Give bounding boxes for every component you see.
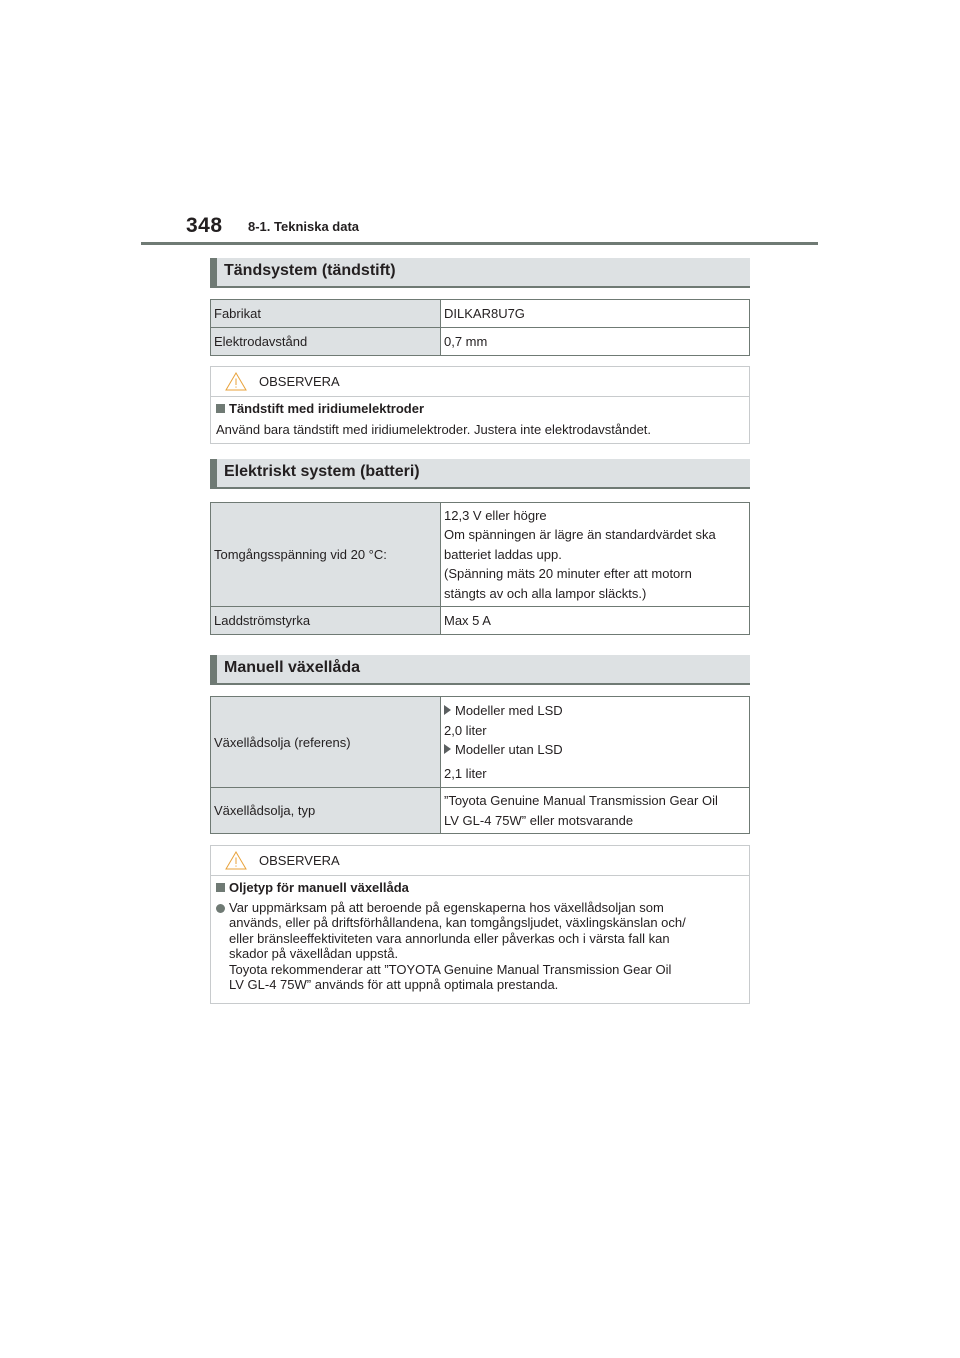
caution-note <box>210 845 750 1004</box>
table-key: Tomgångsspänning vid 20 °C: <box>211 503 441 607</box>
note-heading: Oljetyp för manuell växellåda <box>229 880 409 895</box>
table-value: Max 5 A <box>441 607 750 635</box>
value-line: LV GL-4 75W” eller motsvarande <box>444 812 634 828</box>
electrical-table <box>210 502 750 635</box>
table-row <box>211 697 750 788</box>
model-value: 2,0 liter <box>444 722 487 738</box>
value-line: stängts av och alla lampor släckts.) <box>444 585 647 601</box>
arrow-right-icon <box>444 705 451 715</box>
table-key: Växellådsolja (referens) <box>211 697 441 788</box>
section-label: 8-1. Tekniska data <box>248 219 360 234</box>
manual-title: Manuell växellåda <box>224 659 361 676</box>
ignition-section-heading <box>210 258 750 288</box>
table-value: DILKAR8U7G <box>441 300 750 328</box>
note-label: OBSERVERA <box>259 374 340 389</box>
value-line: ”Toyota Genuine Manual Transmission Gear Oil <box>444 793 718 808</box>
note-text: Använd bara tändstift med iridiumelektroder. Justera inte elektrodavståndet. <box>216 421 652 437</box>
ignition-title: Tändsystem (tändstift) <box>224 262 396 279</box>
header-rule <box>141 242 818 245</box>
warning-triangle-icon <box>225 372 247 391</box>
note-label: OBSERVERA <box>259 853 340 868</box>
table-key: Laddströmstyrka <box>211 607 441 635</box>
electrical-section-heading <box>210 459 750 489</box>
table-row <box>211 328 750 356</box>
table-row <box>211 607 750 635</box>
note-text <box>229 900 743 993</box>
model-label: Modeller med LSD <box>455 703 563 718</box>
manual-table <box>210 696 750 834</box>
note-line: eller bränsleeffektiviteten vara annorlunda eller påverkas och i värsta fall kan <box>229 930 670 946</box>
value-line: Om spänningen är lägre än standardvärdet ska <box>444 527 716 543</box>
electrical-title: Elektriskt system (batteri) <box>224 463 420 480</box>
note-heading: Tändstift med iridiumelektroder <box>229 401 425 416</box>
table-value <box>441 788 750 834</box>
note-title <box>211 367 749 397</box>
value-line: 12,3 V eller högre <box>444 507 547 523</box>
note-line: LV GL-4 75W” används för att uppnå optimala prestanda. <box>229 977 559 992</box>
note-line: skador på växellådan uppstå. <box>229 946 399 961</box>
value-line: (Spänning mäts 20 minuter efter att motorn <box>444 566 692 582</box>
table-row <box>211 788 750 834</box>
arrow-right-icon <box>444 744 451 754</box>
table-key: Elektrodavstånd <box>211 328 441 356</box>
table-key: Fabrikat <box>211 300 441 328</box>
ignition-table <box>210 299 750 356</box>
model-value: 2,1 liter <box>444 765 487 781</box>
note-title <box>211 846 749 876</box>
square-bullet-icon <box>216 404 225 413</box>
page-number: 348 <box>186 214 223 237</box>
note-line: Toyota rekommenderar att ”TOYOTA Genuine Manual Transmission Gear Oil <box>229 961 672 977</box>
note-line: Var uppmärksam på att beroende på egenskaperna hos växellådsoljan som <box>229 899 664 915</box>
note-line: används, eller på driftsförhållandena, kan tomgångsljudet, växlingskänslan och/ <box>229 915 686 930</box>
warning-triangle-icon <box>225 851 247 870</box>
square-bullet-icon <box>216 883 225 892</box>
table-row <box>211 503 750 607</box>
table-key: Växellådsolja, typ <box>211 788 441 834</box>
round-bullet-icon <box>216 904 225 913</box>
table-value <box>441 697 750 788</box>
table-row <box>211 300 750 328</box>
table-value: 0,7 mm <box>441 328 750 356</box>
table-value <box>441 503 750 607</box>
model-label: Modeller utan LSD <box>455 742 563 757</box>
value-line: batteriet laddas upp. <box>444 546 562 562</box>
manual-section-heading <box>210 655 750 685</box>
caution-note <box>210 366 750 444</box>
